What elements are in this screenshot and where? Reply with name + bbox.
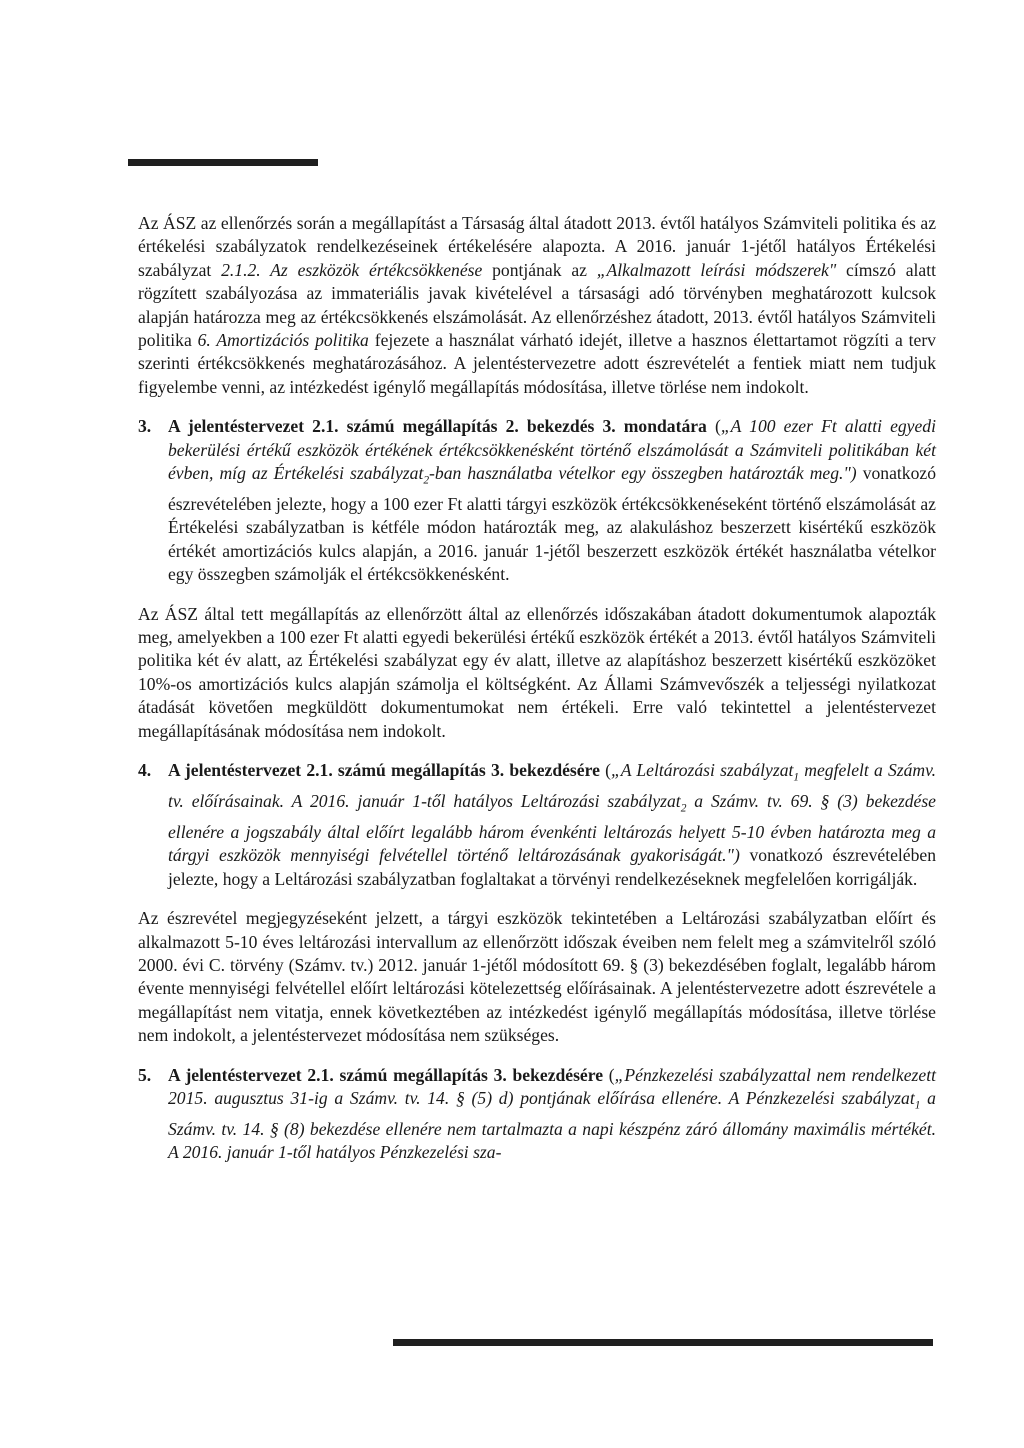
item-number: 3. [138,416,152,437]
item-number: 4. [138,760,152,781]
document-body [138,212,936,1181]
numbered-item-5 [138,1064,936,1165]
item-number: 5. [138,1064,152,1085]
item-text: A jelentéstervezet 2.1. számú megállapítás 3. bekezdésére („Pénzkezelési szabályzattal nem rendelkezett 2015. augusztus 31-ig a Számv. tv. 14. § (5) d) pontjának előírása ellenére. A Pénzkezelési szabályzat$_1$ a Számv. tv. 14. § (8) bekezdése ellenére nem tartalmazta a napi készpénz záró állomány maximális mértékét. A 2016. január 1-től hatályos Pénzkezelési sza- [168,1064,936,1163]
numbered-item-4 [138,759,936,891]
paragraph-1: Az ÁSZ az ellenőrzés során a megállapítást a Társaság által átadott 2013. évtől hatályos Számviteli politika és az értékelési szabályzatok rendelkezéseinek értékelésére alapozta. A 2016. január 1-jétől hatályos Értékelési szabályzat 2.1.2. Az eszközök értékcsökkenése pontjának az „Alkalmazott leírási módszerek" címszó alatt rögzített szabályozása az immateriális javak kivételével a társasági adó törvényben meghatározott kulcsok alapján határozza meg az értékcsökkenés elszámolását. Az ellenőrzéshez átadott, 2013. évtől hatályos Számviteli politika 6. Amortizációs politika fejezete a használat várható idejét, illetve a hasznos élettartamot rögzíti a terv szerinti értékcsökkenés meghatározásához. A jelentéstervezetre adott észrevételét a fentiek miatt nem tudjuk figyelembe venni, az intézkedést igénylő megállapítás módosítása, illetve törlése nem indokolt. [138,213,936,397]
paragraph-2: Az ÁSZ által tett megállapítás az ellenőrzött által az ellenőrzés időszakában átadott dokumentumok alapozták meg, amelyekben a 100 ezer Ft alatti egyedi bekerülési értékű eszközök értékét a 2013. évtől hatályos Számviteli politika két év alatt, az Értékelési szabályzat egy év alatt, illetve az alapításhoz beszerzett kisértékű eszközöket 10%-os amortizációs kulcs alapján számolja el költségként. Az Állami Számvevőszék a teljességi nyilatkozat átadását követően megküldött dokumentumokat nem értékeli. Erre való tekintettel a jelentéstervezet megállapításának módosítása nem indokolt. [138,603,936,741]
top-rule [128,159,318,166]
item-text: A jelentéstervezet 2.1. számú megállapítás 3. bekezdésére („A Leltározási szabályzat$_1$ megfelelt a Számv. tv. előírásainak. A 2016. január 1-től hatályos Leltározási szabályzat$_2$ a Számv. tv. 69. § (3) bekezdése ellenére a jogszabály által előírt legalább három évenkénti leltározás helyett 5-10 évben határozta meg a tárgyi eszközök mennyiségi felvétellel történő leltározásának gyakoriságát.") vonatkozó észrevételében jelezte, hogy a Leltározási szabályzatban foglaltakat a törvényi rendelkezéseknek megfelelően korrigálják. [168,760,936,889]
paragraph-3: Az észrevétel megjegyzéseként jelzett, a tárgyi eszközök tekintetében a Leltározási szabályzatban előírt és alkalmazott 5-10 éves leltározási intervallum az ellenőrzött időszak éveiben nem felelt meg a számvitelről szóló 2000. évi C. törvény (Számv. tv.) 2012. január 1-jétől módosított 69. § (3) bekezdésében foglalt, legalább három évente mennyiségi felvétellel előírt leltározási kötelezettség előírásainak. A jelentéstervezetre adott észrevétele a megállapítást nem vitatja, ennek következtében az intézkedést igénylő megállapítás módosítása, illetve törlése nem indokolt, a jelentéstervezet módosítása nem szükséges. [138,908,936,1046]
item-text: A jelentéstervezet 2.1. számú megállapítás 2. bekezdés 3. mondatára („A 100 ezer Ft alatti egyedi bekerülési értékű eszközök értékének értékcsökkenésként történő elszámolását a Számviteli politikában két évben, míg az Értékelési szabályzat$_2$-ban használatba vételkor egy összegben határozták meg.") vonatkozó észrevételében jelezte, hogy a 100 ezer Ft alatti tárgyi eszközök értékcsökkenéseként történő elszámolását az Értékelési szabályzatban is kétféle módon határozták meg, az alakuláshoz beszerzett kisértékű eszközök értékét amortizációs kulcs alapján, a 2016. január 1-jétől beszerzett eszközök értékét használatba vételkor egy összegben számolják el értékcsökkenésként. [168,416,936,585]
numbered-item-3 [138,415,936,586]
bottom-rule [393,1339,933,1346]
